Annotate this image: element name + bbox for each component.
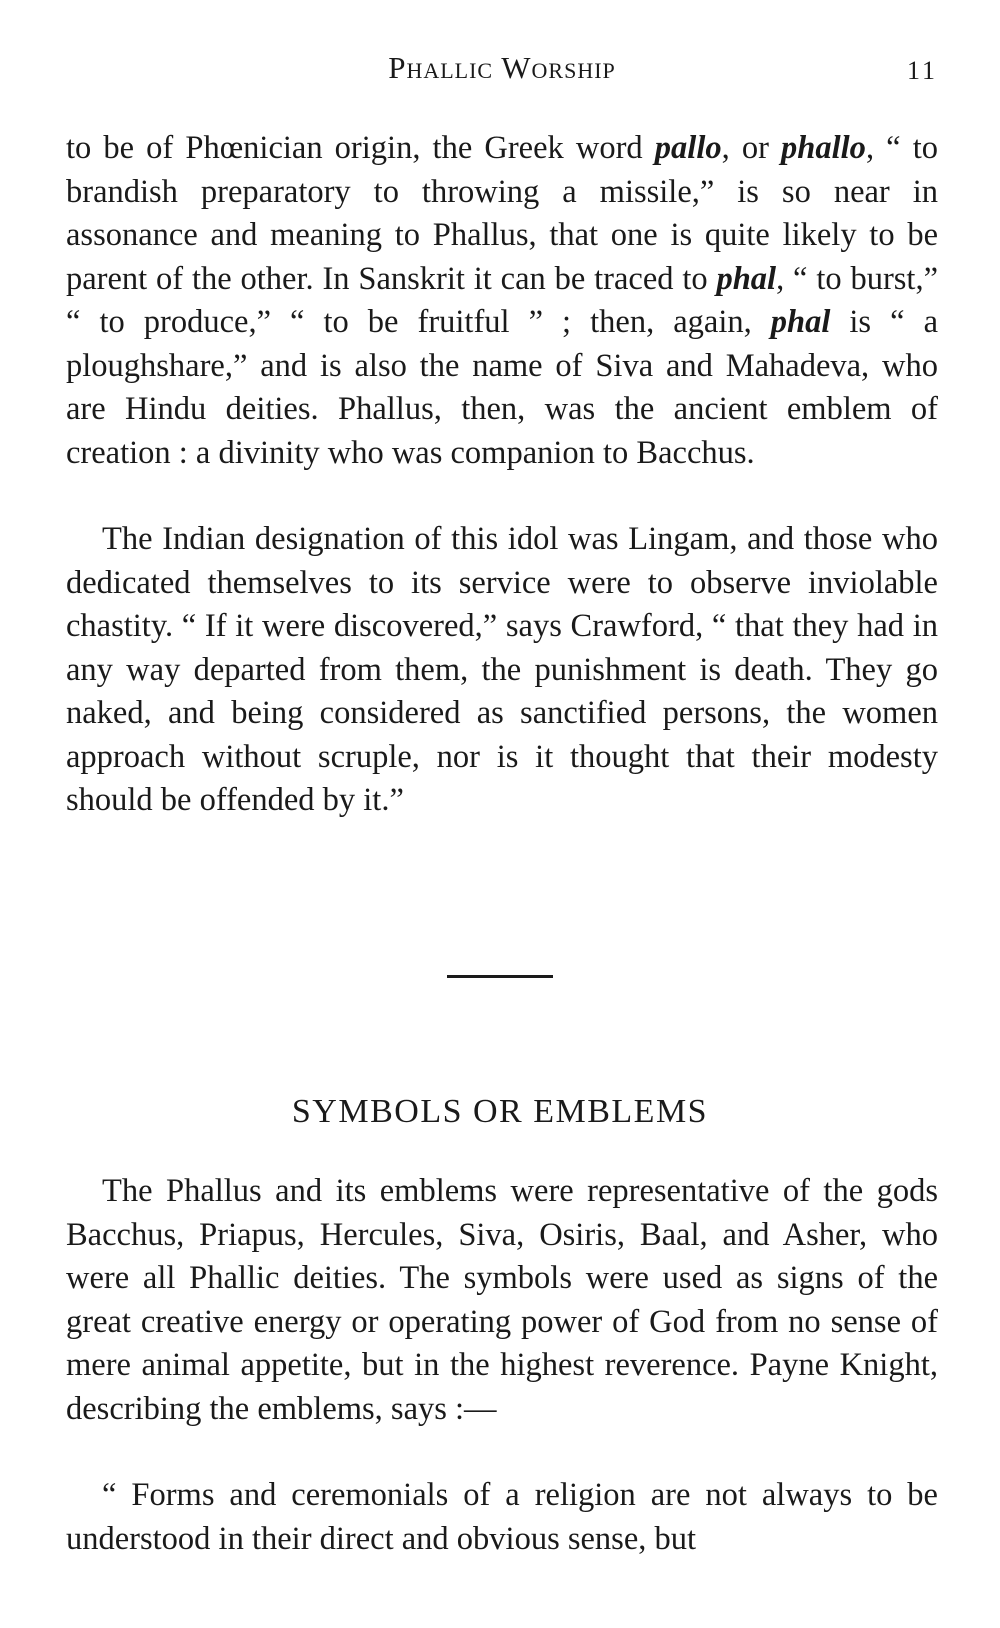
page-number: 11 [906,56,938,85]
text-segment: , “ to brandish preparatory to throwing a missile,” is so near in assonance and meaning to Phallus, that one is quite likely to be parent of the other. In Sanskrit it can be traced to [66,130,938,297]
paragraph-quote-start [66,1474,938,1561]
running-head [66,50,938,100]
text-segment: , or [721,130,782,166]
paragraph-text: The Phallus and its emblems were representative of the gods Bacchus, Priapus, Hercules, Siva, Osiris, Baal, and Asher, who were all Phallic deities. The symbols were used as signs of the great creative energy or operating power of God from no sense of mere animal appetite, but in the highest reverence. Payne Knight, describing the emblems, says :— [66,1173,938,1427]
paragraph-text: “ Forms and ceremonials of a religion are not always to be understood in their direct and obvious sense, but [66,1477,938,1557]
text-segment: is “ a ploughshare,” and is also the name of Siva and Mahadeva, who are Hindu deities. Phallus, then, was the ancient emblem of creation : a divinity who was companion to Bacchus. [66,304,938,471]
paragraph-lingam [66,518,938,823]
italic-word: phal [770,304,831,340]
text-segment: , “ to burst,” “ to produce,” “ to be fruitful ” ; then, again, [66,260,938,340]
italic-word: phal [716,260,777,297]
paragraph-phallus-etymology [66,127,938,475]
italic-word: phallo [781,130,866,166]
paragraph-text: The Indian designation of this idol was Lingam, and those who dedicated themselves to its service were to observe inviolable chastity. “ If it were discovered,” says Crawford, “ that they had in any way departed from them, the punishment is death. They go naked, and being considered as sanctified persons, the women approach without scruple, nor is it thought that their modesty should be offended by it.” [66,521,938,818]
paragraph-symbols [66,1170,938,1431]
italic-word: pallo [654,130,722,166]
text-segment: to be of Phœnician origin, the Greek word [66,130,655,166]
running-title: Phallic Worship [388,50,616,85]
section-divider-rule [447,975,553,978]
section-heading: SYMBOLS OR EMBLEMS [291,1093,709,1130]
